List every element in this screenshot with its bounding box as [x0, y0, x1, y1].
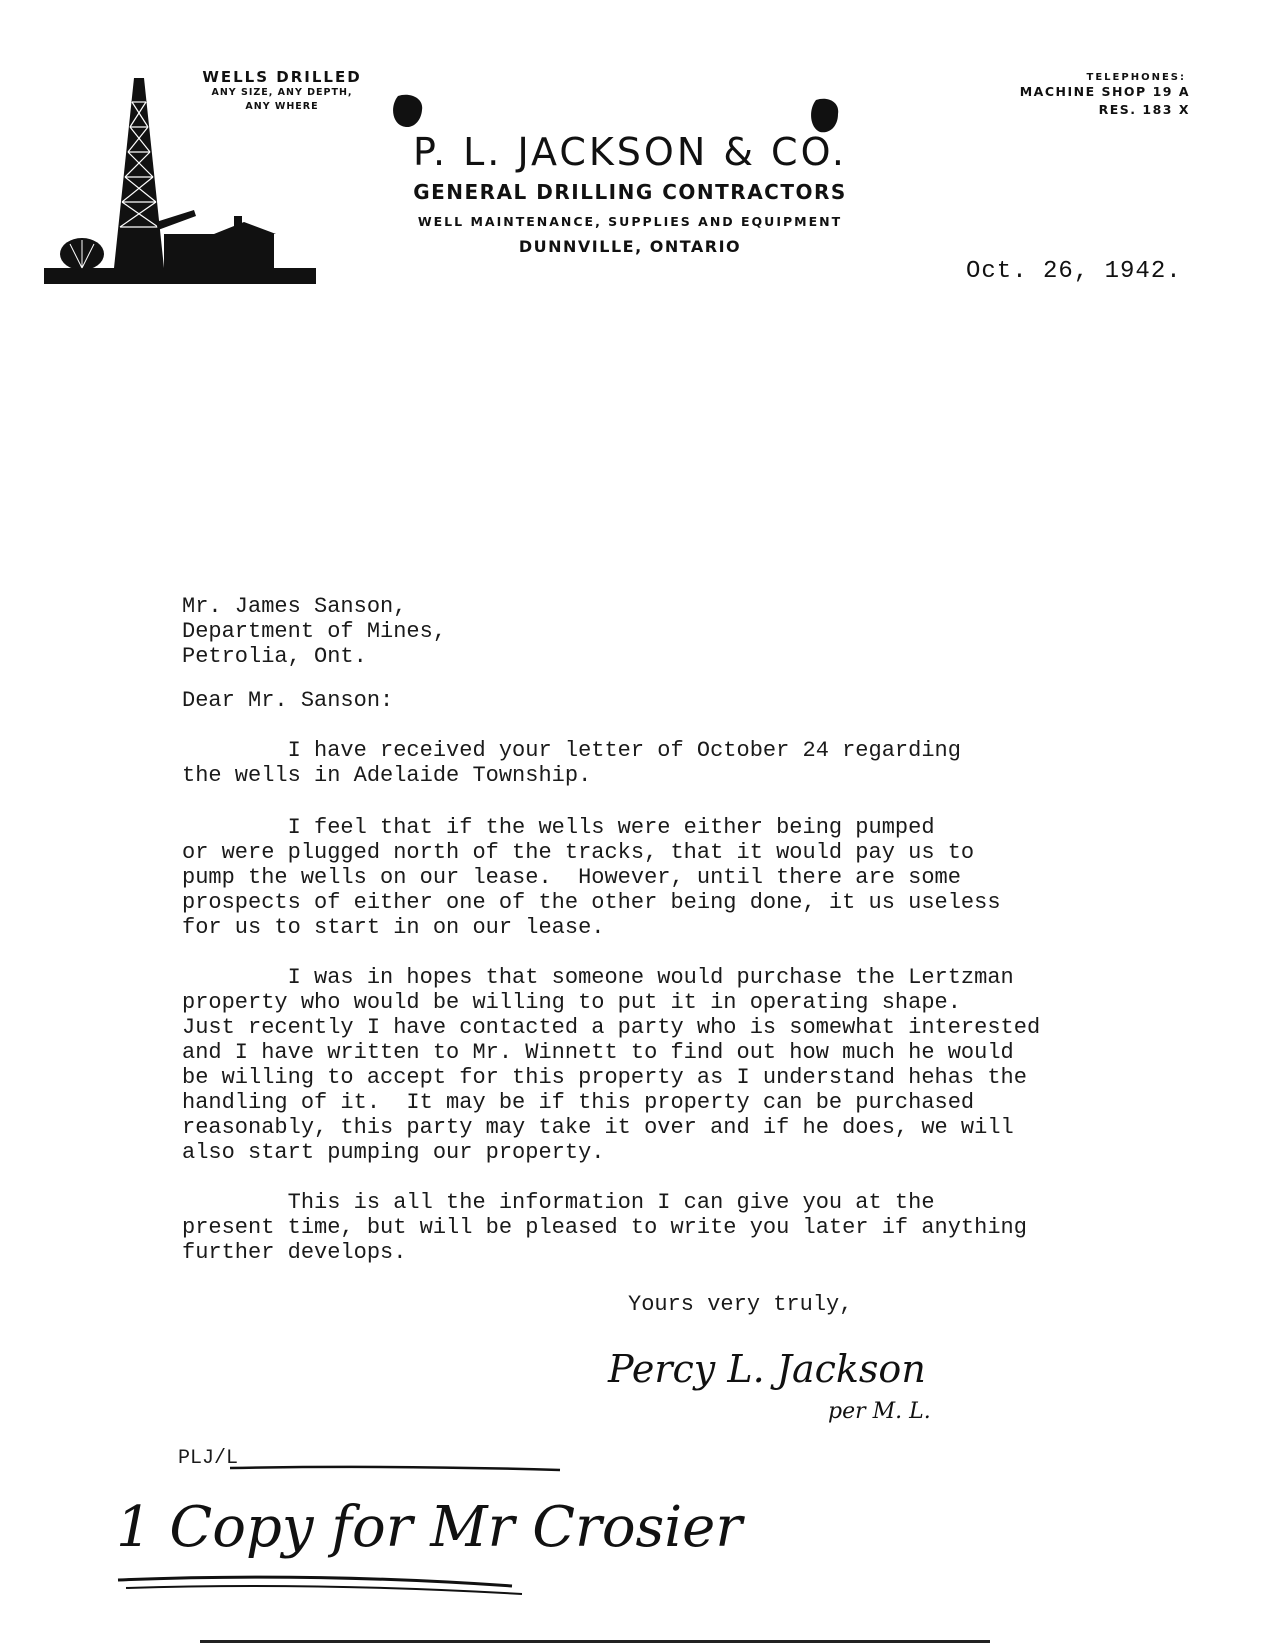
- wells-title: WELLS DRILLED: [202, 68, 362, 86]
- wells-drilled-tagline: [172, 68, 392, 114]
- wells-line-2: ANY SIZE, ANY DEPTH,: [211, 87, 353, 98]
- typist-initials: PLJ/L: [178, 1447, 239, 1470]
- telephones-label: TELEPHONES:: [1086, 72, 1186, 83]
- bottom-divider: [200, 1640, 990, 1643]
- recipient-department: Department of Mines,: [182, 619, 447, 644]
- body-paragraph-1: I have received your letter of October 24 regarding the wells in Adelaide Township.: [182, 738, 961, 788]
- telephones-block: [1020, 72, 1190, 119]
- recipient-name: Mr. James Sanson,: [182, 594, 407, 619]
- letter-date: Oct. 26, 1942.: [966, 258, 1182, 285]
- ink-blot-left-icon: [388, 92, 428, 132]
- copy-note-text: 1 Copy for Mr Crosier: [116, 1495, 743, 1560]
- body-paragraph-3: I was in hopes that someone would purchase the Lertzman property who would be willing to put it in operating shape. Just recently I have contacted a party who is somewhat interested and I have written to Mr. Winnett to find out how much he would be willing to accept for this property as I understand hehas the handling of it. It may be if this property can be purchased reasonably, this party may take it over and if he does, we will also start pumping our property.: [182, 965, 1041, 1165]
- wells-line-3: ANY WHERE: [245, 101, 319, 112]
- handwritten-signature: [598, 1330, 988, 1430]
- body-paragraph-4: This is all the information I can give you at the present time, but will be pleased to write you later if anything further develops.: [182, 1190, 1027, 1265]
- body-paragraph-2: I feel that if the wells were either being pumped or were plugged north of the tracks, that it would pay us to pump the wells on our lease. However, until there are some prospects of either one of the other being done, it us useless for us to start in on our lease.: [182, 815, 1001, 940]
- salutation: Dear Mr. Sanson:: [182, 688, 394, 713]
- company-header: [330, 130, 930, 256]
- closing: Yours very truly,: [628, 1292, 853, 1317]
- signature-per: per M. L.: [828, 1399, 931, 1424]
- company-type: GENERAL DRILLING CONTRACTORS: [413, 180, 847, 204]
- recipient-city: Petrolia, Ont.: [182, 644, 367, 669]
- recipient-address: [182, 594, 446, 669]
- signature-name: Percy L. Jackson: [608, 1347, 926, 1391]
- handwritten-copy-note: [112, 1490, 743, 1600]
- initials-underline: [230, 1463, 560, 1473]
- residence-phone: RES. 183 X: [1098, 102, 1190, 117]
- company-location: DUNNVILLE, ONTARIO: [518, 237, 742, 256]
- company-name: P. L. JACKSON & CO.: [412, 130, 848, 174]
- machine-shop-phone: MACHINE SHOP 19 A: [1019, 84, 1190, 99]
- company-services: WELL MAINTENANCE, SUPPLIES AND EQUIPMENT: [417, 214, 843, 229]
